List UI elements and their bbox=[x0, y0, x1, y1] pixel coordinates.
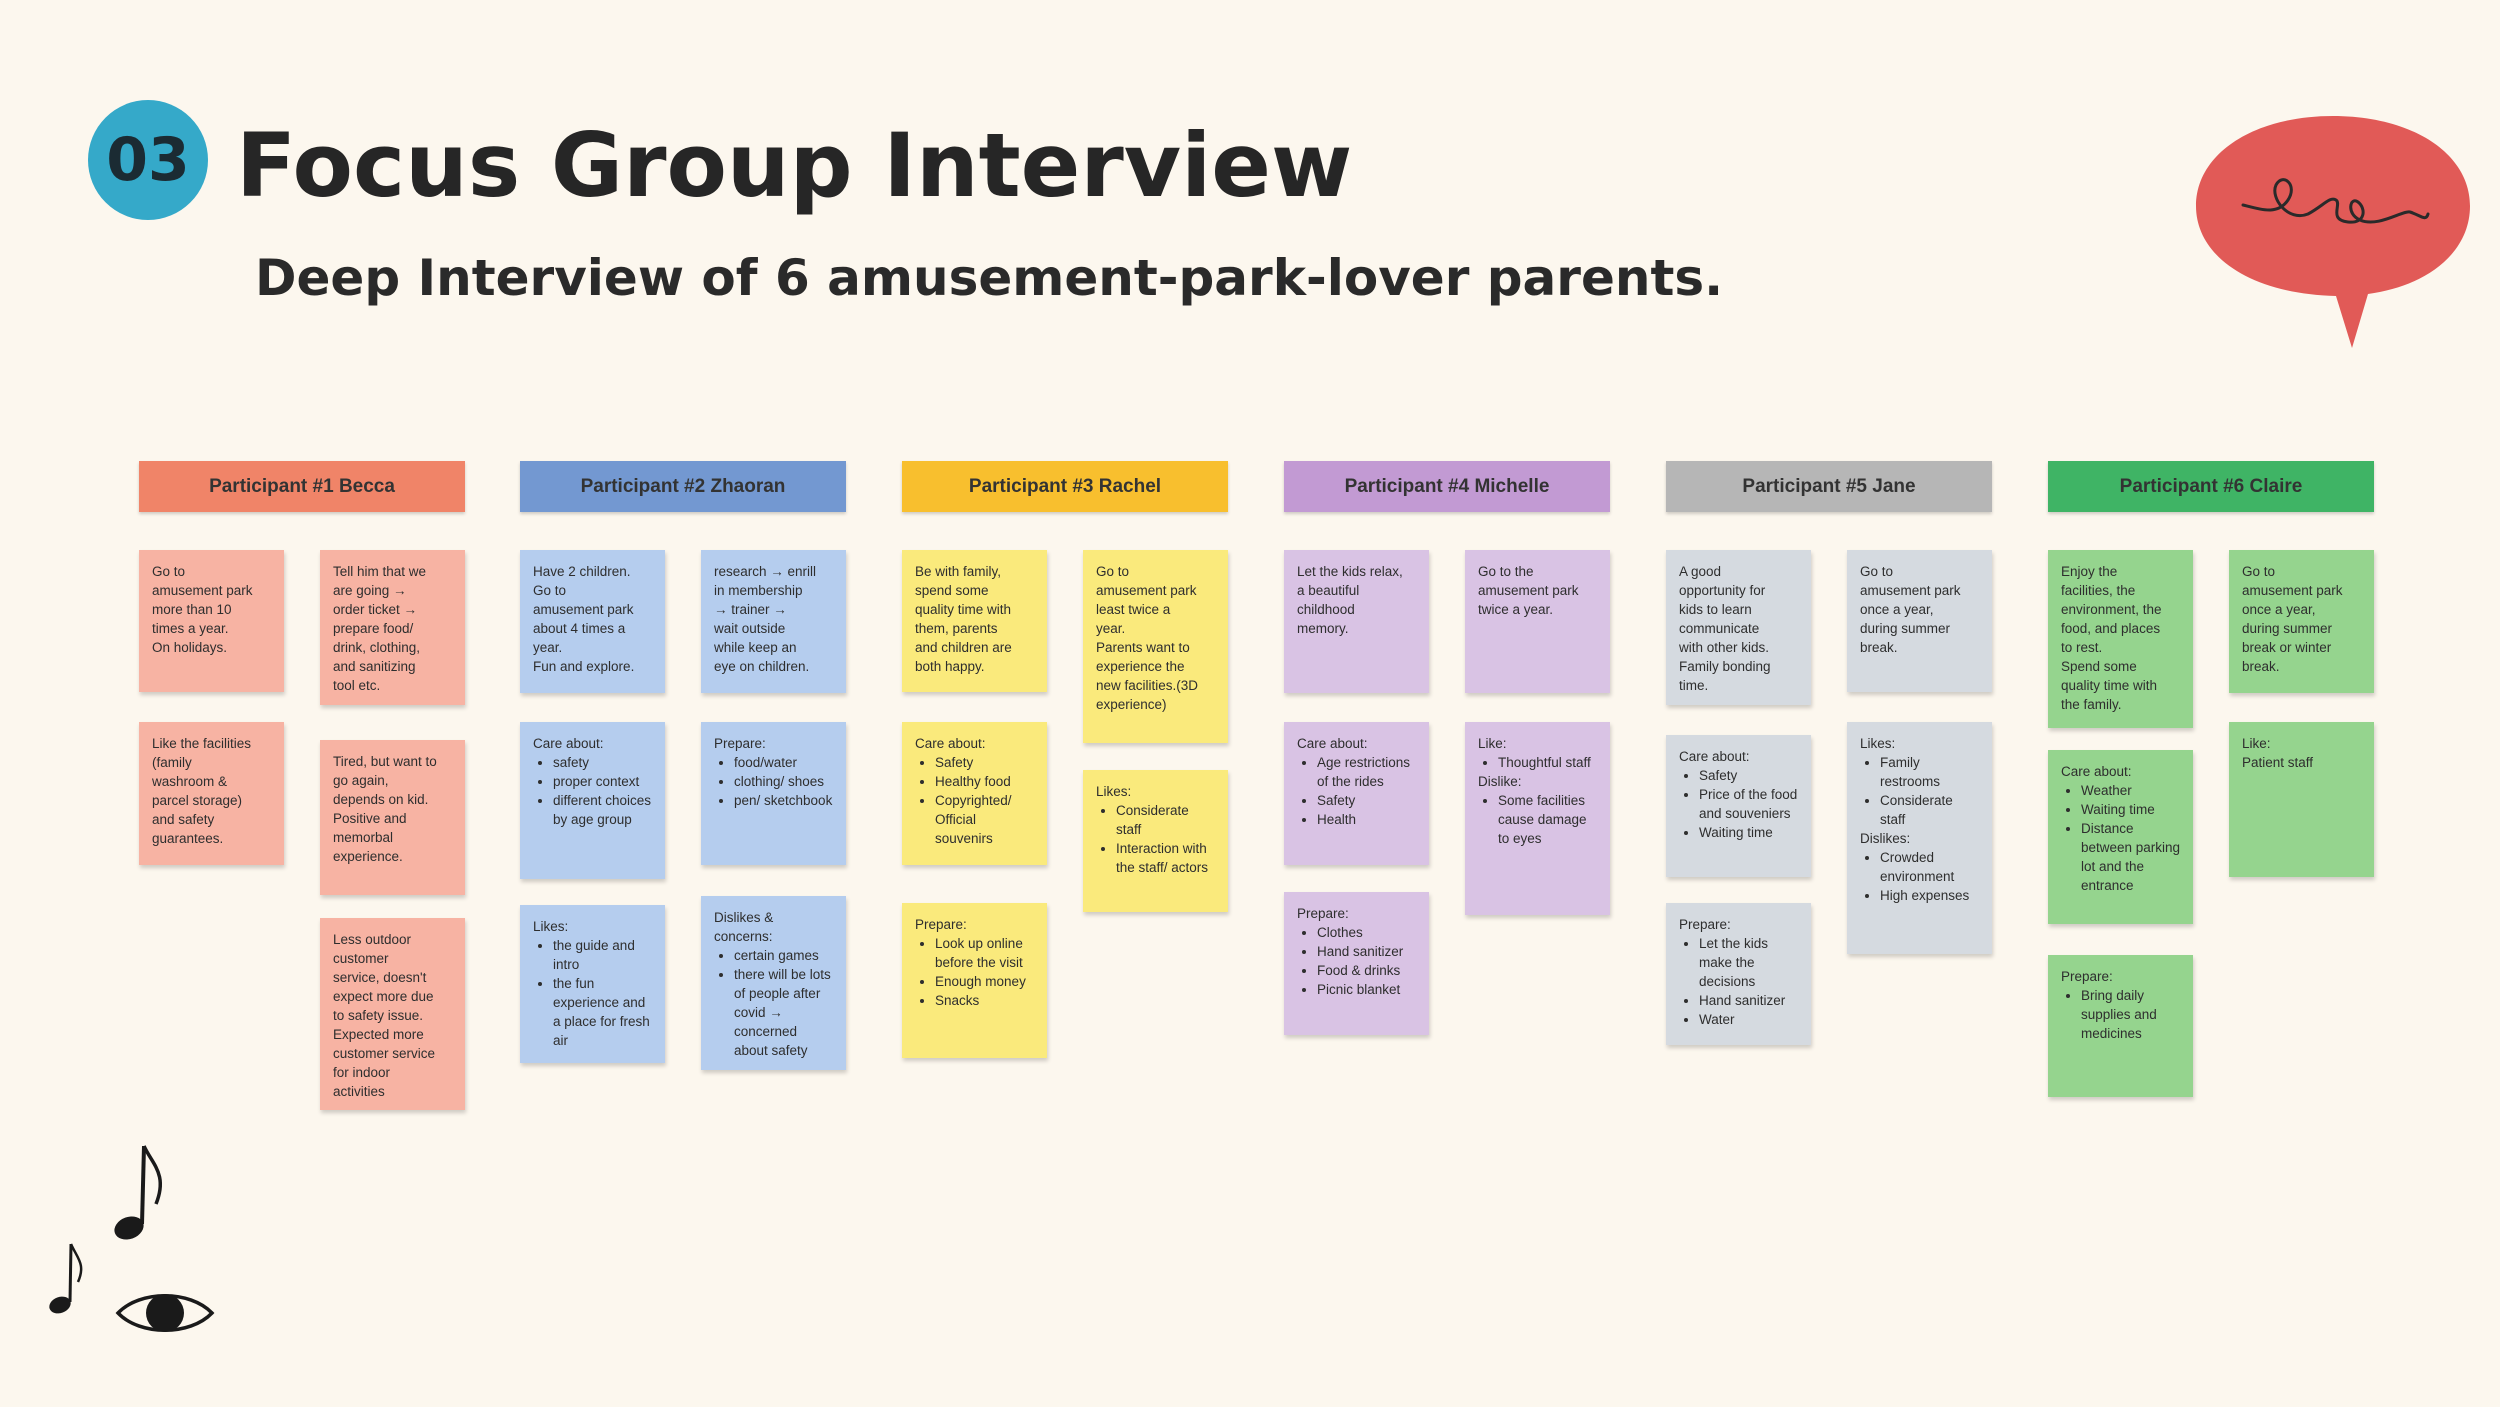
sticky-note: Care about: • Weather • Waiting time • Distance between parking lot and the entrance bbox=[2048, 750, 2193, 924]
sticky-note: Prepare: • Clothes • Hand sanitizer • Food & drinks • Picnic blanket bbox=[1284, 892, 1429, 1035]
sticky-note: Care about: • Safety • Healthy food • Copyrighted/ Official souvenirs bbox=[902, 722, 1047, 865]
sticky-note: Care about: • safety • proper context • different choices by age group bbox=[520, 722, 665, 879]
sticky-note: Be with family, spend some quality time with them, parents and children are both happy. bbox=[902, 550, 1047, 692]
sticky-note: Likes: • the guide and intro • the fun experience and a place for fresh air bbox=[520, 905, 665, 1063]
sticky-note: Go to amusement park more than 10 times a year. On holidays. bbox=[139, 550, 284, 692]
page-subtitle: Deep Interview of 6 amusement-park-lover parents. bbox=[255, 249, 1724, 307]
sticky-note: Go to the amusement park twice a year. bbox=[1465, 550, 1610, 693]
sticky-note: Prepare: • food/water • clothing/ shoes • pen/ sketchbook bbox=[701, 722, 846, 865]
sticky-note: Dislikes & concerns: • certain games • there will be lots of people after covid → concerned about safety bbox=[701, 896, 846, 1070]
sticky-note: Go to amusement park once a year, during summer break or winter break. bbox=[2229, 550, 2374, 693]
sticky-note: A good opportunity for kids to learn communicate with other kids. Family bonding time. bbox=[1666, 550, 1811, 705]
page-title: Focus Group Interview bbox=[236, 114, 1353, 217]
sticky-note: Tired, but want to go again, depends on kid. Positive and memorbal experience. bbox=[320, 740, 465, 895]
sticky-note: Enjoy the facilities, the environment, the food, and places to rest. Spend some quality time with the family. bbox=[2048, 550, 2193, 728]
participant-header: Participant #3 Rachel bbox=[902, 461, 1228, 512]
sticky-note: Care about: • Safety • Price of the food and souveniers • Waiting time bbox=[1666, 735, 1811, 877]
sticky-note: Have 2 children. Go to amusement park about 4 times a year. Fun and explore. bbox=[520, 550, 665, 693]
sticky-note: Prepare: • Look up online before the visit • Enough money • Snacks bbox=[902, 903, 1047, 1058]
section-number: 03 bbox=[106, 125, 190, 195]
sticky-note: Less outdoor customer service, doesn't expect more due to safety issue. Expected more customer service for indoor activities bbox=[320, 918, 465, 1110]
speech-bubble-icon bbox=[2188, 110, 2478, 360]
sticky-note: Let the kids relax, a beautiful childhood memory. bbox=[1284, 550, 1429, 693]
music-notes-eye-icon bbox=[30, 1140, 230, 1350]
sticky-note: Like the facilities (family washroom & parcel storage) and safety guarantees. bbox=[139, 722, 284, 865]
participant-header: Participant #2 Zhaoran bbox=[520, 461, 846, 512]
sticky-note: Likes: • Considerate staff • Interaction with the staff/ actors bbox=[1083, 770, 1228, 912]
sticky-note: Prepare: • Let the kids make the decisions • Hand sanitizer • Water bbox=[1666, 903, 1811, 1045]
sticky-note: Like: Patient staff bbox=[2229, 722, 2374, 877]
section-number-badge bbox=[88, 100, 208, 220]
sticky-note: Like: • Thoughtful staff Dislike: • Some facilities cause damage to eyes bbox=[1465, 722, 1610, 915]
sticky-note: Care about: • Age restrictions of the rides • Safety • Health bbox=[1284, 722, 1429, 865]
sticky-note: Go to amusement park least twice a year. Parents want to experience the new facilities.(3D experience) bbox=[1083, 550, 1228, 743]
sticky-note: Likes: • Family restrooms • Considerate staff Dislikes: • Crowded environment • High expenses bbox=[1847, 722, 1992, 954]
sticky-note: Go to amusement park once a year, during summer break. bbox=[1847, 550, 1992, 692]
participant-header: Participant #1 Becca bbox=[139, 461, 465, 512]
participant-header: Participant #6 Claire bbox=[2048, 461, 2374, 512]
participant-header: Participant #4 Michelle bbox=[1284, 461, 1610, 512]
participant-header: Participant #5 Jane bbox=[1666, 461, 1992, 512]
sticky-note: Tell him that we are going → order ticket → prepare food/ drink, clothing, and sanitizing tool etc. bbox=[320, 550, 465, 705]
sticky-note: Prepare: • Bring daily supplies and medicines bbox=[2048, 955, 2193, 1097]
sticky-note: research → enrill in membership → trainer → wait outside while keep an eye on children. bbox=[701, 550, 846, 693]
